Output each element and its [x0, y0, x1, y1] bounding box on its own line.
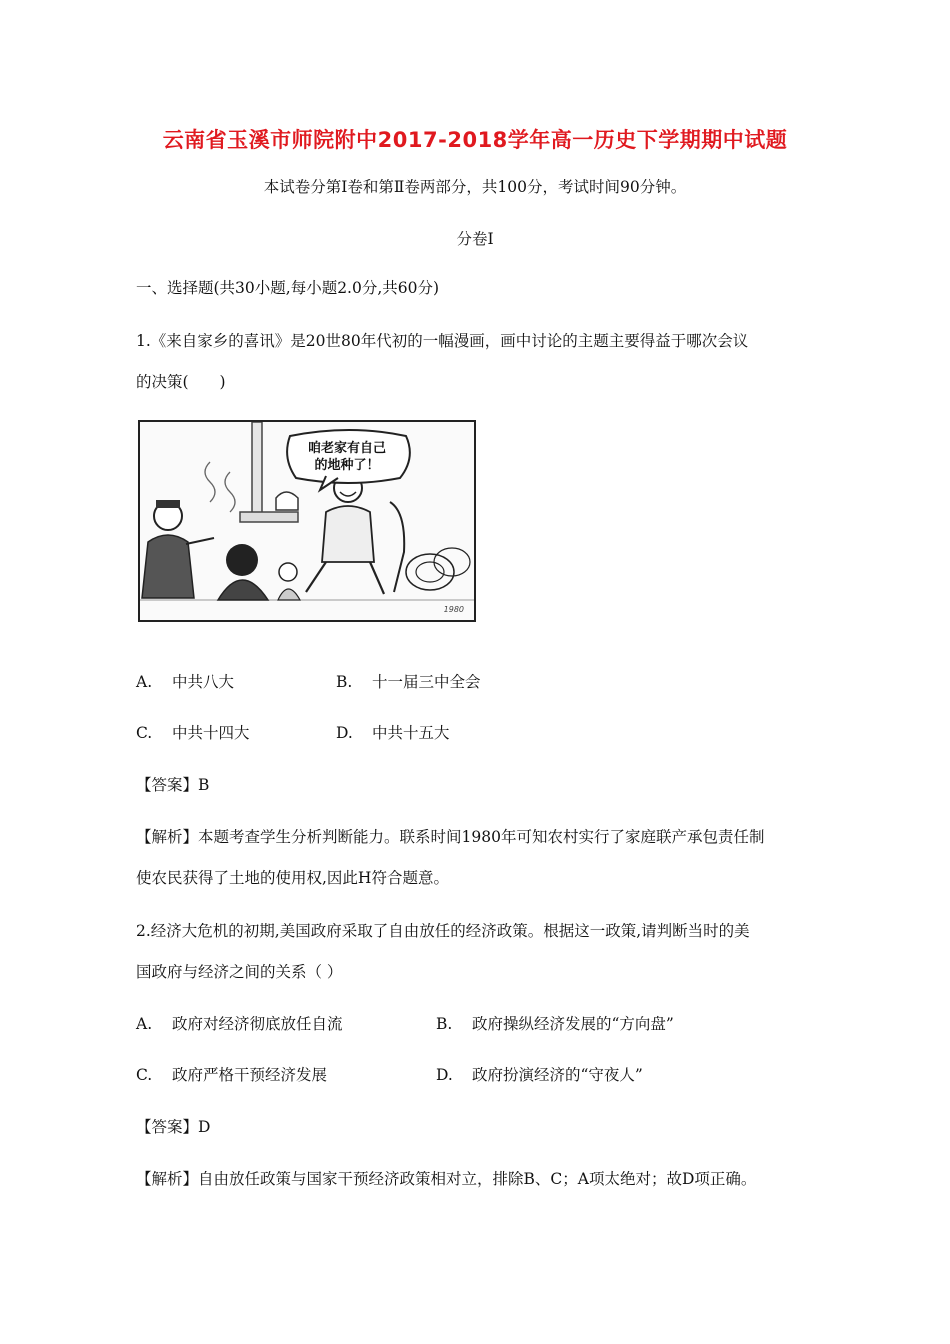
option-text: 中共十四大 [172, 724, 250, 742]
exam-intro: 本试卷分第Ⅰ卷和第Ⅱ卷两部分，共100分，考试时间90分钟。 [263, 178, 687, 196]
option-text: 政府扮演经济的“守夜人” [472, 1066, 643, 1084]
q1-analysis-line2: 使农民获得了土地的使用权,因此H符合题意。 [136, 869, 449, 887]
q1-stem-line1: 1.《来自家乡的喜讯》是20世80年代初的一幅漫画，画中讨论的主题主要得益于哪次会议 [136, 332, 749, 350]
option-label: C. [136, 1066, 153, 1084]
option-text: 十一届三中全会 [372, 673, 481, 691]
option-label: A. [136, 673, 153, 691]
q1-option-b [336, 671, 481, 693]
q1-option-a [136, 671, 234, 693]
option-text: 政府严格干预经济发展 [172, 1066, 328, 1084]
q2-option-b [436, 1013, 674, 1035]
volume-heading: 分卷I [456, 230, 494, 248]
q2-option-c [136, 1064, 327, 1086]
q1-option-d [336, 722, 450, 744]
q2-option-d [436, 1064, 643, 1086]
q1-analysis-line1: 【解析】本题考查学生分析判断能力。联系时间1980年可知农村实行了家庭联产承包责任制 [136, 828, 765, 846]
cartoon-speech-bubble [292, 440, 402, 474]
q1-stem-line2: 的决策( ) [136, 373, 226, 391]
page-title: 云南省玉溪市师院附中2017-2018学年高一历史下学期期中试题 [162, 128, 788, 152]
cartoon-corner-mark: 1980 [443, 605, 464, 614]
option-text: 中共八大 [172, 673, 235, 691]
option-label: B. [336, 673, 353, 691]
q1-answer: 【答案】B [136, 776, 210, 794]
option-label: D. [336, 724, 353, 742]
option-text: 中共十五大 [372, 724, 450, 742]
q1-option-c [136, 722, 250, 744]
option-text: 政府对经济彻底放任自流 [172, 1015, 343, 1033]
option-label: D. [436, 1066, 453, 1084]
q2-answer: 【答案】D [136, 1118, 211, 1136]
section-heading: 一、选择题(共30小题,每小题2.0分,共60分) [136, 279, 440, 297]
q2-analysis: 【解析】自由放任政策与国家干预经济政策相对立，排除B、C；A项太绝对；故D项正确。 [136, 1170, 757, 1188]
q2-stem-line2: 国政府与经济之间的关系（ ） [136, 963, 343, 981]
q2-stem-line1: 2.经济大危机的初期,美国政府采取了自由放任的经济政策。根据这一政策,请判断当时的美 [136, 922, 750, 940]
q1-cartoon-image [138, 420, 476, 622]
option-label: B. [436, 1015, 453, 1033]
option-label: A. [136, 1015, 153, 1033]
option-label: C. [136, 724, 153, 742]
bubble-line2: 的地种了！ [314, 458, 380, 473]
bubble-line1: 咱老家有自己 [307, 441, 386, 456]
option-text: 政府操纵经济发展的“方向盘” [472, 1015, 674, 1033]
q2-option-a [136, 1013, 343, 1035]
